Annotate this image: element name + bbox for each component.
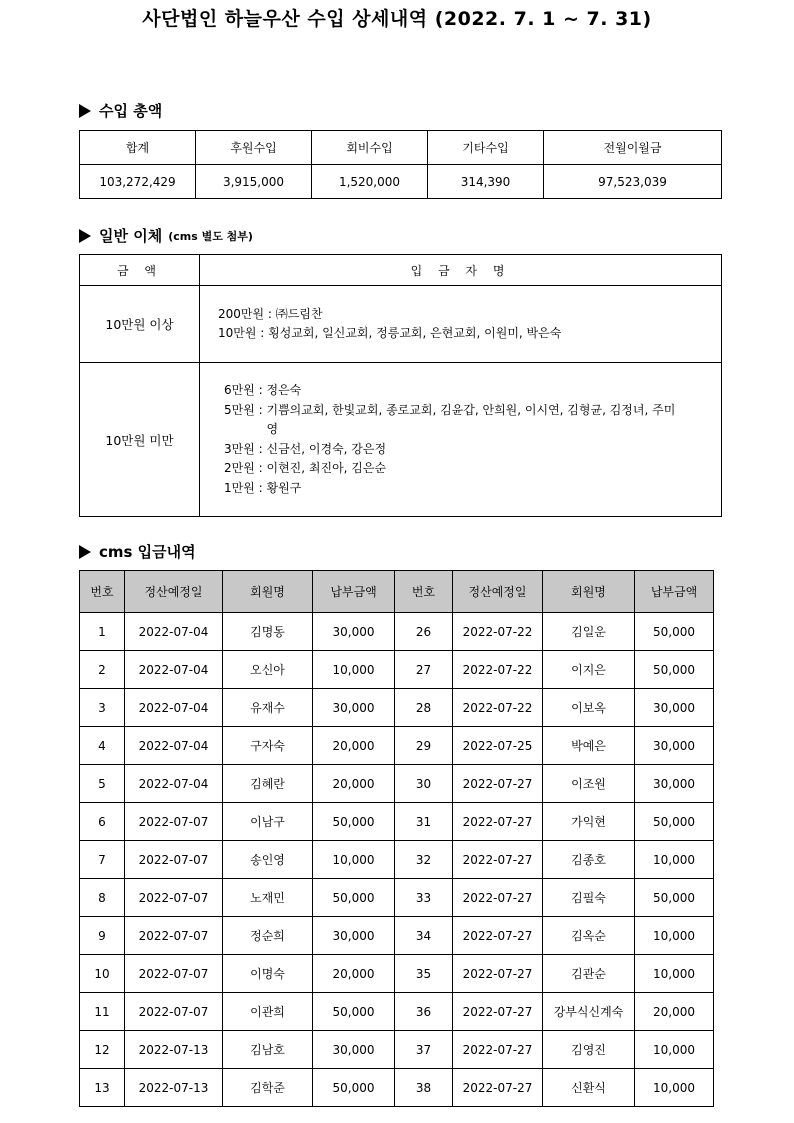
summary-value-cell: 3,915,000 bbox=[196, 165, 312, 199]
table-cell: 2022-07-07 bbox=[125, 917, 223, 955]
table-cell: 2022-07-22 bbox=[453, 613, 543, 651]
table-cell: 이조원 bbox=[543, 765, 635, 803]
table-cell: 2022-07-07 bbox=[125, 879, 223, 917]
table-cell: 송인영 bbox=[223, 841, 313, 879]
table-cell: 30,000 bbox=[313, 1031, 395, 1069]
cms-header-cell: 정산예정일 bbox=[453, 571, 543, 613]
summary-value-cell: 314,390 bbox=[428, 165, 544, 199]
depositor-line bbox=[224, 459, 681, 479]
depositor-line bbox=[218, 324, 721, 344]
table-cell: 이보옥 bbox=[543, 689, 635, 727]
table-cell: 38 bbox=[395, 1069, 453, 1107]
table-cell: 강부식신계숙 bbox=[543, 993, 635, 1031]
table-cell: 박예은 bbox=[543, 727, 635, 765]
depositor-list bbox=[200, 363, 722, 517]
table-cell: 11 bbox=[80, 993, 125, 1031]
cms-header-cell: 번호 bbox=[395, 571, 453, 613]
table-cell: 34 bbox=[395, 917, 453, 955]
table-cell: 30,000 bbox=[313, 613, 395, 651]
table-cell: 2022-07-07 bbox=[125, 993, 223, 1031]
triangle-bullet-icon bbox=[79, 104, 91, 118]
general-transfer-table bbox=[79, 254, 722, 517]
table-row bbox=[80, 841, 714, 879]
table-cell: 이지은 bbox=[543, 651, 635, 689]
table-row bbox=[80, 879, 714, 917]
table-cell: 30,000 bbox=[635, 727, 714, 765]
table-cell: 36 bbox=[395, 993, 453, 1031]
table-cell: 3 bbox=[80, 689, 125, 727]
table-cell: 2022-07-07 bbox=[125, 955, 223, 993]
table-cell: 구자숙 bbox=[223, 727, 313, 765]
table-cell: 20,000 bbox=[313, 765, 395, 803]
table-cell: 5 bbox=[80, 765, 125, 803]
summary-table bbox=[79, 130, 722, 199]
depositor-line bbox=[224, 401, 681, 440]
depositor-amount: 10만원 : bbox=[218, 326, 269, 340]
depositor-names: 신금선, 이경숙, 강은정 bbox=[266, 441, 387, 456]
general-row-over bbox=[80, 286, 722, 363]
table-row bbox=[80, 765, 714, 803]
table-cell: 김혜란 bbox=[223, 765, 313, 803]
table-cell: 2022-07-27 bbox=[453, 1031, 543, 1069]
table-cell: 가익현 bbox=[543, 803, 635, 841]
table-cell: 2022-07-22 bbox=[453, 651, 543, 689]
table-cell: 노재민 bbox=[223, 879, 313, 917]
table-cell: 김일운 bbox=[543, 613, 635, 651]
table-cell: 2022-07-13 bbox=[125, 1031, 223, 1069]
amount-range-label: 10만원 이상 bbox=[80, 286, 200, 363]
summary-header-row bbox=[80, 131, 722, 165]
table-cell: 10 bbox=[80, 955, 125, 993]
summary-heading bbox=[79, 100, 162, 121]
table-cell: 유재수 bbox=[223, 689, 313, 727]
table-cell: 2022-07-22 bbox=[453, 689, 543, 727]
table-row bbox=[80, 1031, 714, 1069]
summary-header-cell: 회비수입 bbox=[312, 131, 428, 165]
depositor-amount: 5만원 : bbox=[224, 402, 267, 417]
table-cell: 30,000 bbox=[635, 689, 714, 727]
table-cell: 2022-07-27 bbox=[453, 955, 543, 993]
amount-range-label: 10만원 미만 bbox=[80, 363, 200, 517]
table-cell: 10,000 bbox=[313, 841, 395, 879]
table-cell: 8 bbox=[80, 879, 125, 917]
depositor-amount: 6만원 : bbox=[224, 383, 267, 397]
table-cell: 33 bbox=[395, 879, 453, 917]
cms-header-cell: 납부금액 bbox=[635, 571, 714, 613]
table-cell: 28 bbox=[395, 689, 453, 727]
summary-header-cell: 기타수입 bbox=[428, 131, 544, 165]
depositor-line bbox=[224, 479, 681, 499]
summary-header-cell: 전월이월금 bbox=[544, 131, 722, 165]
table-cell: 50,000 bbox=[313, 993, 395, 1031]
general-heading bbox=[79, 225, 253, 246]
depositor-amount: 1만원 : bbox=[224, 480, 267, 495]
table-cell: 2022-07-27 bbox=[453, 803, 543, 841]
table-cell: 이관희 bbox=[223, 993, 313, 1031]
amount-header: 금 액 bbox=[80, 255, 200, 286]
table-cell: 20,000 bbox=[635, 993, 714, 1031]
table-cell: 2022-07-27 bbox=[453, 879, 543, 917]
summary-header-cell: 후원수입 bbox=[196, 131, 312, 165]
page-title: 사단법인 하늘우산 수입 상세내역 (2022. 7. 1 ~ 7. 31) bbox=[142, 8, 652, 30]
table-row bbox=[80, 917, 714, 955]
table-cell: 31 bbox=[395, 803, 453, 841]
table-cell: 50,000 bbox=[313, 1069, 395, 1107]
table-cell: 30,000 bbox=[313, 689, 395, 727]
cms-header-cell: 납부금액 bbox=[313, 571, 395, 613]
depositor-names: 정은숙 bbox=[266, 383, 302, 397]
table-cell: 20,000 bbox=[313, 955, 395, 993]
table-cell: 2022-07-27 bbox=[453, 841, 543, 879]
table-cell: 26 bbox=[395, 613, 453, 651]
table-cell: 50,000 bbox=[313, 803, 395, 841]
table-cell: 2022-07-04 bbox=[125, 689, 223, 727]
table-cell: 32 bbox=[395, 841, 453, 879]
summary-value-cell: 103,272,429 bbox=[80, 165, 196, 199]
general-heading-text: 일반 이체 bbox=[99, 227, 163, 245]
cms-heading bbox=[79, 541, 196, 562]
table-row bbox=[80, 1069, 714, 1107]
table-cell: 1 bbox=[80, 613, 125, 651]
table-cell: 10,000 bbox=[635, 1069, 714, 1107]
table-cell: 10,000 bbox=[635, 1031, 714, 1069]
table-cell: 6 bbox=[80, 803, 125, 841]
table-row bbox=[80, 613, 714, 651]
depositor-amount: 3만원 : bbox=[224, 441, 267, 456]
general-header-row bbox=[80, 255, 722, 286]
table-cell: 13 bbox=[80, 1069, 125, 1107]
table-cell: 2022-07-25 bbox=[453, 727, 543, 765]
table-cell: 2022-07-04 bbox=[125, 613, 223, 651]
table-row bbox=[80, 803, 714, 841]
table-cell: 10,000 bbox=[635, 841, 714, 879]
cms-header-cell: 회원명 bbox=[543, 571, 635, 613]
table-cell: 2022-07-27 bbox=[453, 765, 543, 803]
table-row bbox=[80, 727, 714, 765]
table-cell: 50,000 bbox=[635, 651, 714, 689]
table-cell: 2022-07-07 bbox=[125, 803, 223, 841]
depositor-line bbox=[224, 381, 681, 401]
table-cell: 김종호 bbox=[543, 841, 635, 879]
table-cell: 30 bbox=[395, 765, 453, 803]
table-cell: 이남구 bbox=[223, 803, 313, 841]
table-cell: 2 bbox=[80, 651, 125, 689]
depositor-names: 황원구 bbox=[266, 480, 302, 495]
summary-heading-text: 수입 총액 bbox=[99, 102, 163, 120]
depositor-list bbox=[200, 286, 722, 363]
table-cell: 7 bbox=[80, 841, 125, 879]
table-cell: 2022-07-27 bbox=[453, 917, 543, 955]
table-cell: 2022-07-27 bbox=[453, 993, 543, 1031]
table-cell: 2022-07-07 bbox=[125, 841, 223, 879]
table-cell: 정순희 bbox=[223, 917, 313, 955]
table-row bbox=[80, 993, 714, 1031]
depositor-line bbox=[224, 440, 681, 460]
summary-header-cell: 합계 bbox=[80, 131, 196, 165]
depositor-names: ㈜드림찬 bbox=[275, 306, 323, 321]
table-cell: 김학준 bbox=[223, 1069, 313, 1107]
depositor-header: 입 금 자 명 bbox=[200, 255, 722, 286]
depositor-names: 이현진, 최진아, 김은순 bbox=[266, 461, 387, 475]
table-cell: 50,000 bbox=[313, 879, 395, 917]
cms-deposit-table bbox=[79, 570, 714, 1107]
table-cell: 4 bbox=[80, 727, 125, 765]
depositor-amount: 200만원 : bbox=[218, 306, 276, 321]
table-cell: 김남호 bbox=[223, 1031, 313, 1069]
table-cell: 김관순 bbox=[543, 955, 635, 993]
table-cell: 27 bbox=[395, 651, 453, 689]
table-row bbox=[80, 689, 714, 727]
table-cell: 29 bbox=[395, 727, 453, 765]
cms-header-cell: 회원명 bbox=[223, 571, 313, 613]
table-row bbox=[80, 955, 714, 993]
table-row bbox=[80, 651, 714, 689]
cms-table-body bbox=[80, 613, 714, 1107]
table-cell: 35 bbox=[395, 955, 453, 993]
table-cell: 2022-07-04 bbox=[125, 651, 223, 689]
general-row-under bbox=[80, 363, 722, 517]
general-heading-note: (cms 별도 첨부) bbox=[168, 229, 253, 243]
table-cell: 신환식 bbox=[543, 1069, 635, 1107]
table-cell: 9 bbox=[80, 917, 125, 955]
table-cell: 김영진 bbox=[543, 1031, 635, 1069]
summary-value-cell: 97,523,039 bbox=[544, 165, 722, 199]
table-cell: 30,000 bbox=[635, 765, 714, 803]
table-cell: 10,000 bbox=[313, 651, 395, 689]
table-cell: 10,000 bbox=[635, 917, 714, 955]
table-cell: 김필숙 bbox=[543, 879, 635, 917]
table-cell: 이명숙 bbox=[223, 955, 313, 993]
table-cell: 50,000 bbox=[635, 803, 714, 841]
table-cell: 2022-07-04 bbox=[125, 765, 223, 803]
depositor-names: 횡성교회, 일신교회, 정릉교회, 은현교회, 이원미, 박은숙 bbox=[268, 326, 562, 340]
table-cell: 20,000 bbox=[313, 727, 395, 765]
table-cell: 2022-07-27 bbox=[453, 1069, 543, 1107]
table-cell: 50,000 bbox=[635, 879, 714, 917]
table-cell: 37 bbox=[395, 1031, 453, 1069]
cms-heading-text: cms 입금내역 bbox=[99, 543, 196, 561]
depositor-line bbox=[218, 305, 721, 325]
table-cell: 2022-07-04 bbox=[125, 727, 223, 765]
depositor-amount: 2만원 : bbox=[224, 461, 267, 475]
summary-value-cell: 1,520,000 bbox=[312, 165, 428, 199]
cms-header-row bbox=[80, 571, 714, 613]
table-cell: 30,000 bbox=[313, 917, 395, 955]
table-cell: 김옥순 bbox=[543, 917, 635, 955]
summary-value-row bbox=[80, 165, 722, 199]
table-cell: 10,000 bbox=[635, 955, 714, 993]
depositor-names: 기쁨의교회, 한빛교회, 종로교회, 김윤갑, 안희원, 이시연, 김형균, 김정녀, 주미영 bbox=[266, 402, 676, 436]
table-cell: 오신아 bbox=[223, 651, 313, 689]
table-cell: 50,000 bbox=[635, 613, 714, 651]
table-cell: 김명동 bbox=[223, 613, 313, 651]
table-cell: 2022-07-13 bbox=[125, 1069, 223, 1107]
table-cell: 12 bbox=[80, 1031, 125, 1069]
triangle-bullet-icon bbox=[79, 229, 91, 243]
triangle-bullet-icon bbox=[79, 545, 91, 559]
cms-header-cell: 번호 bbox=[80, 571, 125, 613]
cms-header-cell: 정산예정일 bbox=[125, 571, 223, 613]
